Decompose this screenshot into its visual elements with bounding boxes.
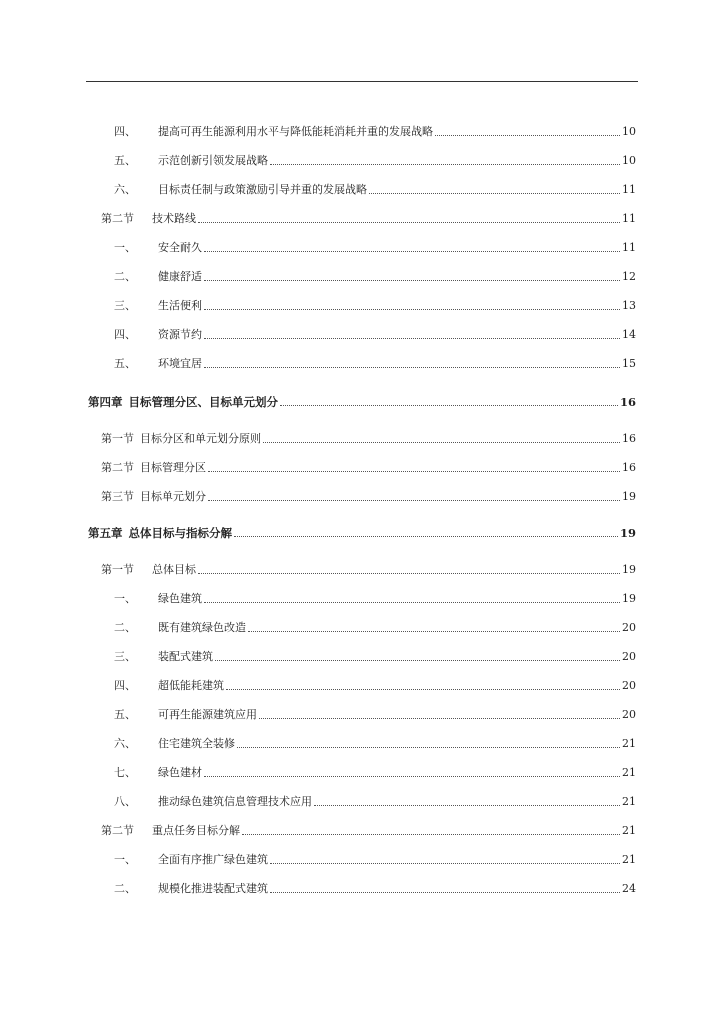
toc-entry-page: 19 [619, 526, 636, 540]
toc-entry-number: 四、 [114, 679, 136, 692]
toc-entry[interactable] [101, 208, 636, 226]
dot-leader [270, 892, 620, 893]
toc-entry-page: 11 [622, 241, 636, 254]
toc-entry-page: 19 [622, 592, 636, 605]
toc-entry-title: 住宅建筑全装修 [158, 737, 235, 750]
dot-leader [369, 193, 620, 194]
dot-leader [270, 164, 620, 165]
dot-leader [435, 135, 620, 136]
toc-entry-number: 第三节 [101, 490, 134, 503]
dot-leader [198, 222, 620, 223]
toc-entry[interactable] [114, 849, 636, 867]
toc-entry-page: 20 [622, 708, 636, 721]
toc-entry-title: 全面有序推广绿色建筑 [158, 853, 268, 866]
toc-entry-number: 第二节 [101, 212, 134, 225]
dot-leader [248, 631, 620, 632]
toc-entry-number: 四、 [114, 328, 136, 341]
toc-entry-number: 二、 [114, 882, 136, 895]
dot-leader [215, 660, 620, 661]
toc-entry-number: 第一节 [101, 563, 134, 576]
toc-entry-title: 总体目标与指标分解 [128, 526, 232, 540]
toc-entry-title: 目标分区和单元划分原则 [140, 432, 261, 445]
dot-leader [280, 405, 618, 406]
dot-leader [204, 309, 620, 310]
toc-entry-page: 19 [622, 563, 636, 576]
toc-entry-page: 20 [622, 679, 636, 692]
toc-entry[interactable] [114, 588, 636, 606]
toc-entry-page: 16 [622, 432, 636, 445]
toc-entry-title: 安全耐久 [158, 241, 202, 254]
toc-entry-page: 14 [622, 328, 636, 341]
toc-entry[interactable] [114, 179, 636, 197]
toc-entry-number: 第一节 [101, 432, 134, 445]
toc-entry-page: 12 [622, 270, 636, 283]
toc-entry-page: 11 [622, 183, 636, 196]
toc-entry-title: 重点任务目标分解 [152, 824, 240, 837]
toc-entry-title: 装配式建筑 [158, 650, 213, 663]
dot-leader [259, 718, 620, 719]
dot-leader [204, 251, 620, 252]
dot-leader [314, 805, 620, 806]
toc-entry-title: 既有建筑绿色改造 [158, 621, 246, 634]
toc-entry-title: 总体目标 [152, 563, 196, 576]
toc-entry-title: 规模化推进装配式建筑 [158, 882, 268, 895]
toc-entry[interactable] [101, 820, 636, 838]
toc-entry-page: 24 [622, 882, 636, 895]
dot-leader [204, 602, 620, 603]
toc-entry-title: 生活便利 [158, 299, 202, 312]
toc-entry[interactable] [114, 237, 636, 255]
toc-chapter-entry[interactable] [88, 391, 636, 409]
toc-entry[interactable] [101, 559, 636, 577]
toc-entry-page: 10 [622, 154, 636, 167]
toc-entry-number: 五、 [114, 708, 136, 721]
toc-entry-number: 二、 [114, 621, 136, 634]
toc-entry-number: 第二节 [101, 461, 134, 474]
toc-entry-title: 技术路线 [152, 212, 196, 225]
dot-leader [270, 863, 620, 864]
toc-entry-title: 目标责任制与政策激励引导并重的发展战略 [158, 183, 367, 196]
toc-entry-number: 三、 [114, 299, 136, 312]
toc-entry[interactable] [101, 486, 636, 504]
dot-leader [204, 338, 620, 339]
dot-leader [234, 536, 618, 537]
toc-entry-number: 五、 [114, 357, 136, 370]
toc-entry-page: 21 [622, 737, 636, 750]
toc-entry-title: 目标管理分区 [140, 461, 206, 474]
toc-entry-page: 13 [622, 299, 636, 312]
toc-entry-page: 10 [622, 125, 636, 138]
toc-entry[interactable] [114, 121, 636, 139]
toc-entry-page: 19 [622, 490, 636, 503]
dot-leader [242, 834, 620, 835]
toc-entry[interactable] [101, 428, 636, 446]
toc-entry[interactable] [114, 704, 636, 722]
toc-entry[interactable] [114, 617, 636, 635]
toc-entry-number: 四、 [114, 125, 136, 138]
dot-leader [204, 776, 620, 777]
toc-entry-page: 11 [622, 212, 636, 225]
toc-entry-page: 21 [622, 795, 636, 808]
dot-leader [198, 573, 620, 574]
toc-entry-page: 21 [622, 766, 636, 779]
toc-entry-title: 推动绿色建筑信息管理技术应用 [158, 795, 312, 808]
toc-entry-number: 一、 [114, 241, 136, 254]
toc-entry[interactable] [114, 266, 636, 284]
dot-leader [263, 442, 620, 443]
toc-entry-number: 第五章 [88, 526, 123, 540]
toc-entry[interactable] [114, 353, 636, 371]
toc-entry-number: 二、 [114, 270, 136, 283]
toc-entry-page: 21 [622, 853, 636, 866]
toc-entry-title: 示范创新引领发展战略 [158, 154, 268, 167]
dot-leader [204, 367, 620, 368]
toc-entry-number: 第四章 [88, 395, 123, 409]
dot-leader [237, 747, 620, 748]
toc-entry-number: 一、 [114, 853, 136, 866]
toc-entry-number: 三、 [114, 650, 136, 663]
toc-entry-number: 七、 [114, 766, 136, 779]
dot-leader [204, 280, 620, 281]
toc-entry[interactable] [114, 733, 636, 751]
toc-entry-title: 资源节约 [158, 328, 202, 341]
toc-entry-page: 20 [622, 650, 636, 663]
toc-entry-title: 可再生能源建筑应用 [158, 708, 257, 721]
toc-entry-page: 15 [622, 357, 636, 370]
toc-entry-number: 五、 [114, 154, 136, 167]
toc-entry[interactable] [101, 457, 636, 475]
toc-entry[interactable] [114, 791, 636, 809]
toc-entry[interactable] [114, 150, 636, 168]
toc-entry[interactable] [114, 295, 636, 313]
dot-leader [208, 500, 620, 501]
toc-entry-number: 一、 [114, 592, 136, 605]
toc-entry-number: 八、 [114, 795, 136, 808]
toc-entry-page: 21 [622, 824, 636, 837]
dot-leader [226, 689, 620, 690]
toc-entry-title: 目标单元划分 [140, 490, 206, 503]
toc-entry-title: 超低能耗建筑 [158, 679, 224, 692]
toc-entry[interactable] [114, 646, 636, 664]
toc-entry-title: 健康舒适 [158, 270, 202, 283]
toc-entry-title: 绿色建材 [158, 766, 202, 779]
toc-entry[interactable] [114, 762, 636, 780]
toc-entry-title: 环境宜居 [158, 357, 202, 370]
toc-chapter-entry[interactable] [88, 522, 636, 540]
toc-entry-title: 提高可再生能源利用水平与降低能耗消耗并重的发展战略 [158, 125, 433, 138]
toc-entry-title: 绿色建筑 [158, 592, 202, 605]
toc-entry[interactable] [114, 324, 636, 342]
toc-entry[interactable] [114, 675, 636, 693]
toc-entry-title: 目标管理分区、目标单元划分 [128, 395, 278, 409]
toc-entry-number: 六、 [114, 737, 136, 750]
toc-entry-page: 20 [622, 621, 636, 634]
toc-entry-page: 16 [622, 461, 636, 474]
toc-entry-page: 16 [619, 395, 636, 409]
toc-entry-number: 六、 [114, 183, 136, 196]
toc-entry-number: 第二节 [101, 824, 134, 837]
dot-leader [208, 471, 620, 472]
toc-entry[interactable] [114, 878, 636, 896]
